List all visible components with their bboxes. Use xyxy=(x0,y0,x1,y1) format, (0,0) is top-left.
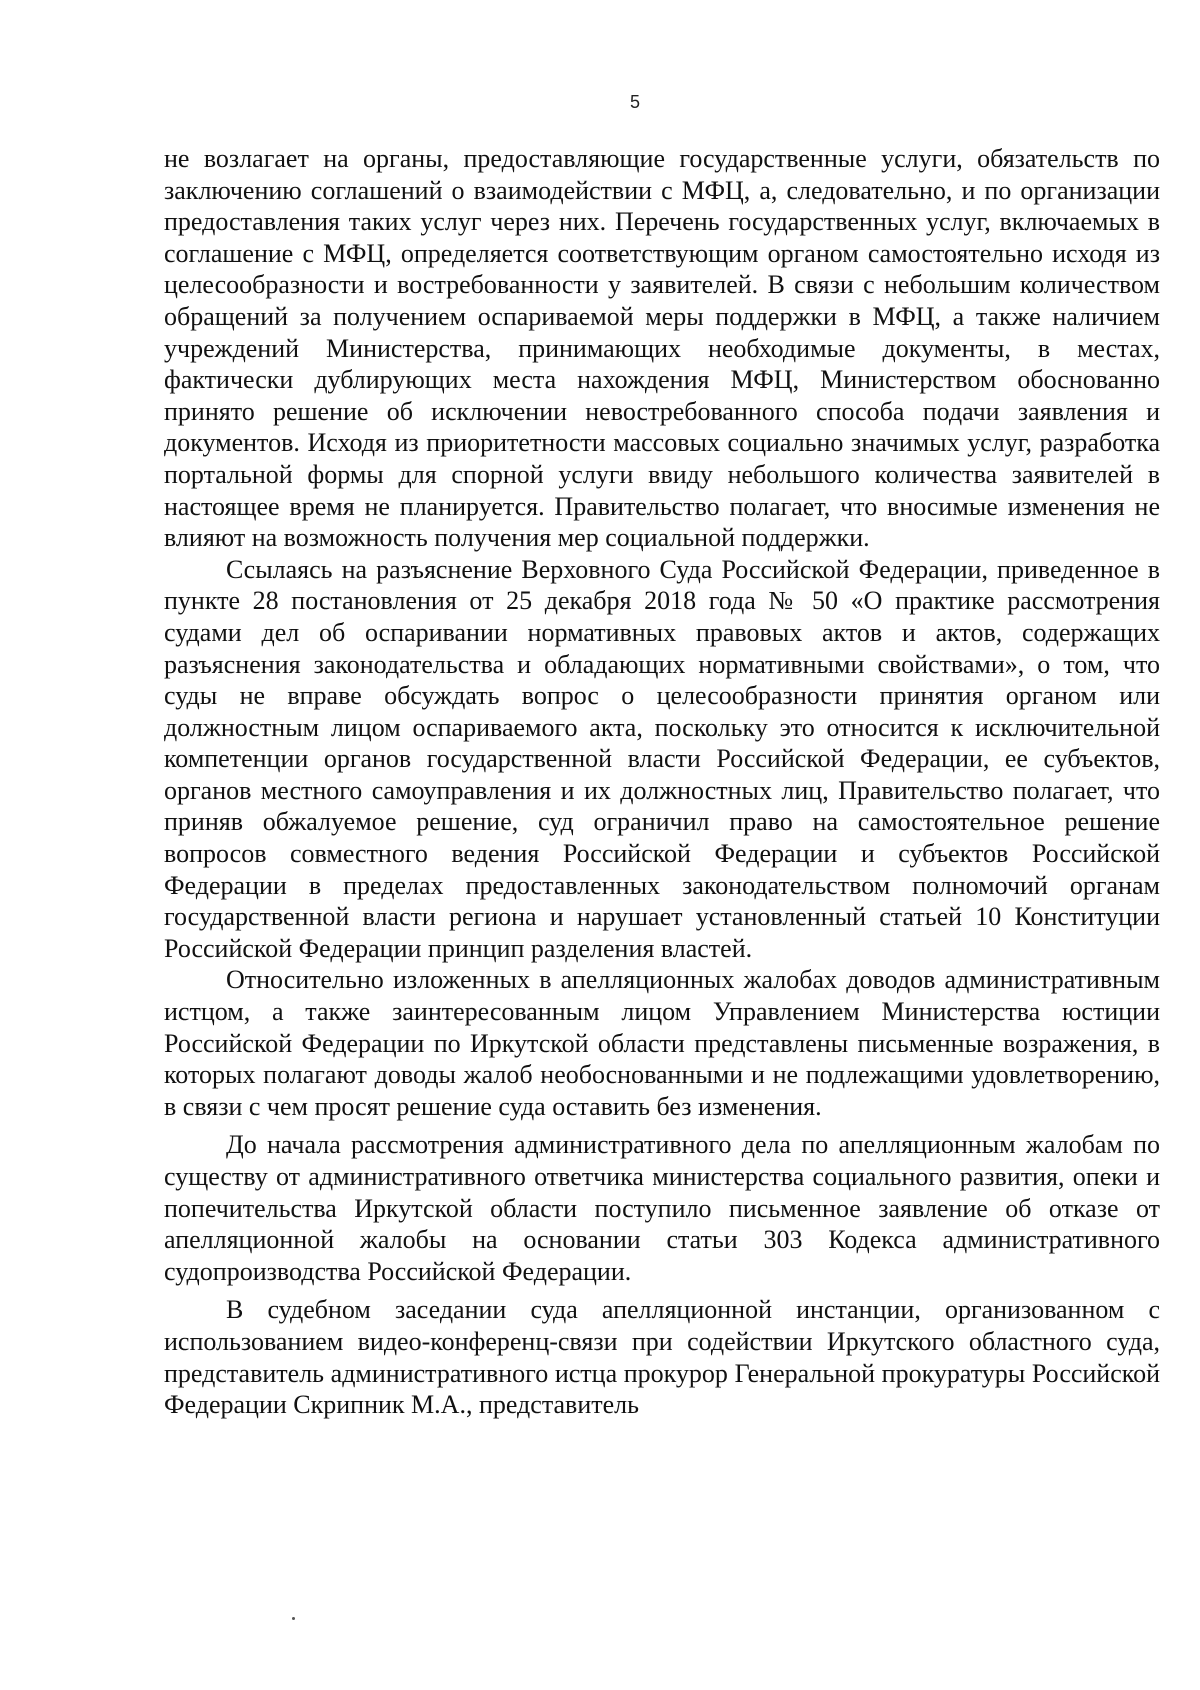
document-body xyxy=(164,143,1160,1421)
scan-speck xyxy=(292,1617,295,1620)
paragraph-5: В судебном заседании суда апелляционной инстанции, организованном с использованием видео-конференц-связи при содействии Иркутского областного суда, представитель административного истца прокурор Генеральной прокуратуры Российской Федерации Скрипник М.А., представитель xyxy=(164,1295,1160,1420)
paragraph-4: До начала рассмотрения административного дела по апелляционным жалобам по существу от административного ответчика министерства социального развития, опеки и попечительства Иркутской области поступило письменное заявление об отказе от апелляционной жалобы на основании статьи 303 Кодекса административного судопроизводства Российской Федерации. xyxy=(164,1130,1160,1286)
page-number: 5 xyxy=(629,92,640,112)
paragraph-2: Ссылаясь на разъяснение Верховного Суда Российской Федерации, приведенное в пункте 28 постановления от 25 декабря 2018 года № 50 «О практике рассмотрения судами дел об оспаривании нормативных правовых актов и актов, содержащих разъяснения законодательства и обладающих нормативными свойствами», о том, что суды не вправе обсуждать вопрос о целесообразности принятия органом или должностным лицом оспариваемого акта, поскольку это относится к исключительной компетенции органов государственной власти Российской Федерации, ее субъектов, органов местного самоуправления и их должностных лиц, Правительство полагает, что приняв обжалуемое решение, суд ограничил право на самостоятельное решение вопросов совместного ведения Российской Федерации и субъектов Российской Федерации в пределах предоставленных законодательством полномочий органам государственной власти региона и нарушает установленный статьей 10 Конституции Российской Федерации принцип разделения властей. xyxy=(164,554,1160,963)
paragraph-3: Относительно изложенных в апелляционных жалобах доводов административным истцом, а также заинтересованным лицом Управлением Министерства юстиции Российской Федерации по Иркутской области представлены письменные возражения, в которых полагают доводы жалоб необоснованными и не подлежащими удовлетворению, в связи с чем просят решение суда оставить без изменения. xyxy=(164,965,1160,1121)
paragraph-1: не возлагает на органы, предоставляющие государственные услуги, обязательств по заключению соглашений о взаимодействии с МФЦ, а, следовательно, и по организации предоставления таких услуг через них. Перечень государственных услуг, включаемых в соглашение с МФЦ, определяется соответствующим органом самостоятельно исходя из целесообразности и востребованности у заявителей. В связи с небольшим количеством обращений за получением оспариваемой меры поддержки в МФЦ, а также наличием учреждений Министерства, принимающих необходимые документы, в местах, фактически дублирующих места нахождения МФЦ, Министерством обоснованно принято решение об исключении невостребованного способа подачи заявления и документов. Исходя из приоритетности массовых социально значимых услуг, разработка портальной формы для спорной услуги ввиду небольшого количества заявителей в настоящее время не планируется. Правительство полагает, что вносимые изменения не влияют на возможность получения мер социальной поддержки. xyxy=(164,144,1160,553)
